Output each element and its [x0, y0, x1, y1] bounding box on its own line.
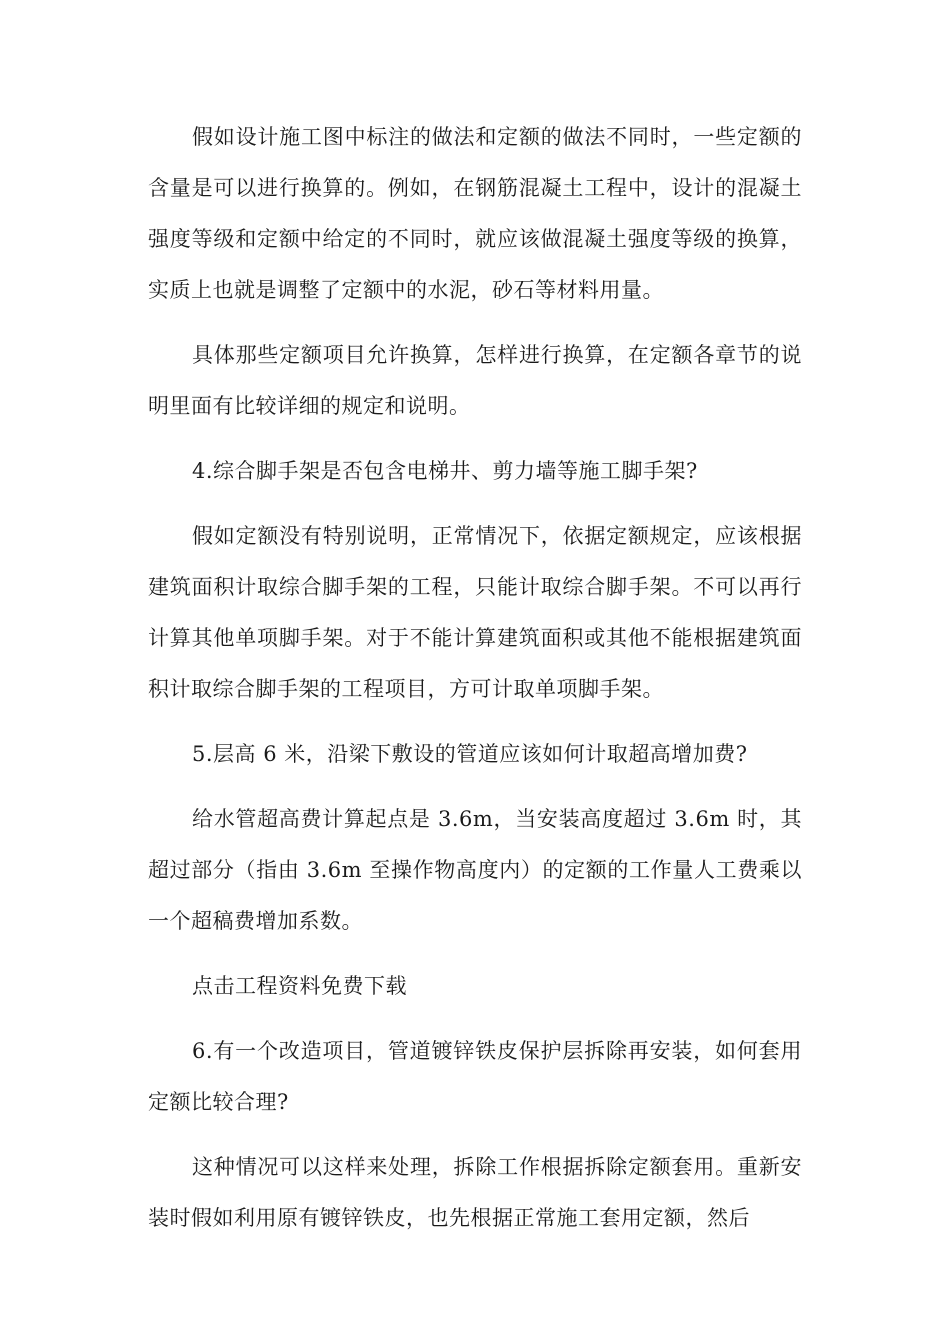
paragraph-conversion-intro: 假如设计施工图中标注的做法和定额的做法不同时，一些定额的含量是可以进行换算的。例如，在钢筋混凝土工程中，设计的混凝土强度等级和定额中给定的不同时，就应该做混凝土强度等级的换算，实质上也就是调整了定额中的水泥，砂石等材料用量。 — [148, 125, 802, 302]
document-body — [148, 112, 802, 1258]
download-link-text[interactable]: 点击工程资料免费下载 — [192, 974, 407, 998]
answer-4-paragraph: 假如定额没有特别说明，正常情况下，依据定额规定，应该根据建筑面积计取综合脚手架的工程，只能计取综合脚手架。不可以再行计算其他单项脚手架。对于不能计算建筑面积或其他不能根据建筑面积计取综合脚手架的工程项目，方可计取单项脚手架。 — [148, 524, 802, 701]
question-6-heading: 6.有一个改造项目，管道镀锌铁皮保护层拆除再安装，如何套用定额比较合理? — [148, 1039, 802, 1114]
answer-6-paragraph: 这种情况可以这样来处理，拆除工作根据拆除定额套用。重新安装时假如利用原有镀锌铁皮，也先根据正常施工套用定额，然后 — [148, 1155, 802, 1230]
question-5-heading: 5.层高 6 米，沿梁下敷设的管道应该如何计取超高增加费? — [192, 742, 748, 766]
answer-5-paragraph: 给水管超高费计算起点是 3.6m，当安装高度超过 3.6m 时，其超过部分（指由 3.6m 至操作物高度内）的定额的工作量人工费乘以一个超稿费增加系数。 — [148, 807, 802, 933]
paragraph-conversion-rules: 具体那些定额项目允许换算，怎样进行换算，在定额各章节的说明里面有比较详细的规定和说明。 — [148, 343, 802, 418]
question-4-heading: 4.综合脚手架是否包含电梯井、剪力墙等施工脚手架? — [192, 459, 698, 483]
